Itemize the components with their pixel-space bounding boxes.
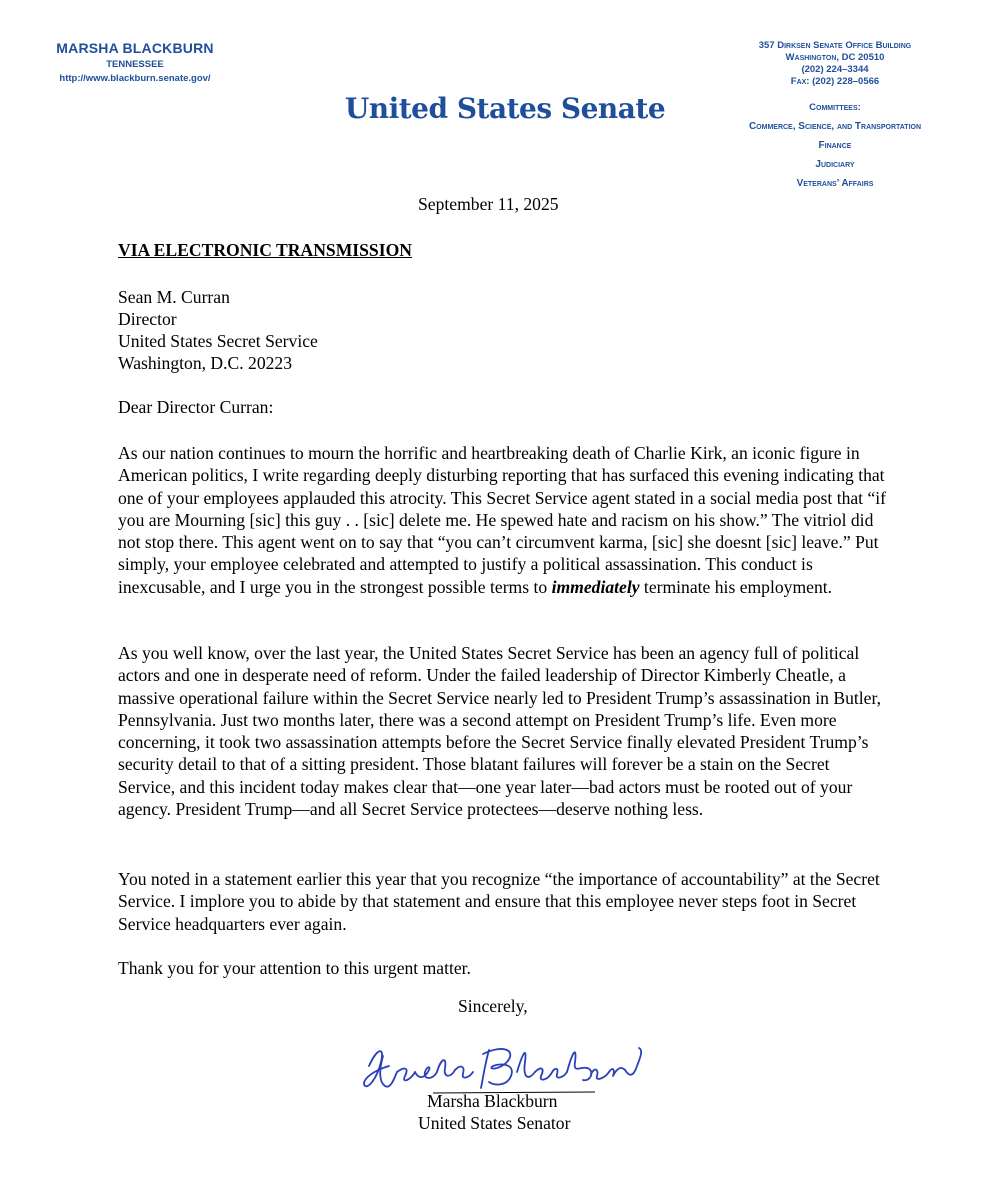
senator-state: TENNESSEE xyxy=(106,59,164,70)
senate-title: United States Senate xyxy=(344,92,666,125)
committees-label: Committees: xyxy=(809,102,861,113)
senator-website: http://www.blackburn.senate.gov/ xyxy=(59,73,211,84)
letterhead-left xyxy=(0,40,270,84)
recipient-title: Director xyxy=(118,309,177,329)
senator-name: MARSHA BLACKBURN xyxy=(56,40,214,56)
committee-item: Commerce, Science, and Transportation xyxy=(748,121,922,132)
transmission-heading: VIA ELECTRONIC TRANSMISSION xyxy=(118,240,412,260)
handwritten-signature xyxy=(355,1036,645,1096)
paragraph-1-text: As our nation continues to mourn the horrific and heartbreaking death of Charlie Kirk, an iconic figure in American politics, I write regarding deeply disturbing reporting that has surfaced this evening indicating that one of your employees applauded this atrocity. This Secret Service agent stated in a social media post that “if you are Mourning [sic] this guy . . [sic] delete me. He spewed hate and racism on his show.” The vitriol did not stop there. This agent went on to say that “you can’t circumvent karma, [sic] she doesnt [sic] leave.” Put simply, your employee celebrated and attempted to justify a political assassination. This conduct is inexcusable, and I urge you in the strongest possible terms to xyxy=(118,443,887,597)
recipient-agency: United States Secret Service xyxy=(118,331,318,351)
letterhead-right xyxy=(690,40,980,190)
paragraph-1-text-end: terminate his employment. xyxy=(639,576,833,597)
recipient-city: Washington, D.C. 20223 xyxy=(118,353,293,373)
recipient-name: Sean M. Curran xyxy=(118,287,230,307)
office-phone: (202) 224–3344 xyxy=(801,64,869,75)
letter-date: September 11, 2025 xyxy=(418,194,559,214)
recipient-address xyxy=(118,286,318,374)
office-address-line: Washington, DC 20510 xyxy=(785,52,885,63)
committee-item: Judiciary xyxy=(815,159,855,170)
office-address-line: 357 Dirksen Senate Office Building xyxy=(758,40,912,51)
paragraph-2: As you well know, over the last year, the United States Secret Service has been an agency full of political actors and one in desperate need of reform. Under the failed leadership of Director Kimberly Cheatle, a massive operational failure within the Secret Service nearly led to President Trump’s assassination in Butler, Pennsylvania. Just two months later, there was a second attempt on President Trump’s life. Even more concerning, it took two assassination attempts before the Secret Service finally elevated President Trump’s security detail to that of a sitting president. Those blatant failures will forever be a stain on the Secret Service, and this incident today makes clear that—one year later—bad actors must be rooted out of your agency. President Trump—and all Secret Service protectees—deserve nothing less. xyxy=(118,643,881,820)
paragraph-1-emphasis: immediately xyxy=(551,576,640,597)
paragraph-3: You noted in a statement earlier this year that you recognize “the importance of accountability” at the Secret Service. I implore you to abide by that statement and ensure that this employee never steps foot in Secret Service headquarters ever again. xyxy=(118,869,880,934)
paragraph-1 xyxy=(118,442,888,598)
office-fax: Fax: (202) 228–0566 xyxy=(790,76,880,87)
thanks-line: Thank you for your attention to this urgent matter. xyxy=(118,958,471,978)
committee-item: Veterans’ Affairs xyxy=(796,178,874,189)
signature-title: United States Senator xyxy=(418,1113,571,1133)
closing: Sincerely, xyxy=(458,996,528,1016)
committee-item: Finance xyxy=(818,140,852,151)
salutation: Dear Director Curran: xyxy=(118,397,274,417)
signature-name: Marsha Blackburn xyxy=(427,1091,558,1111)
